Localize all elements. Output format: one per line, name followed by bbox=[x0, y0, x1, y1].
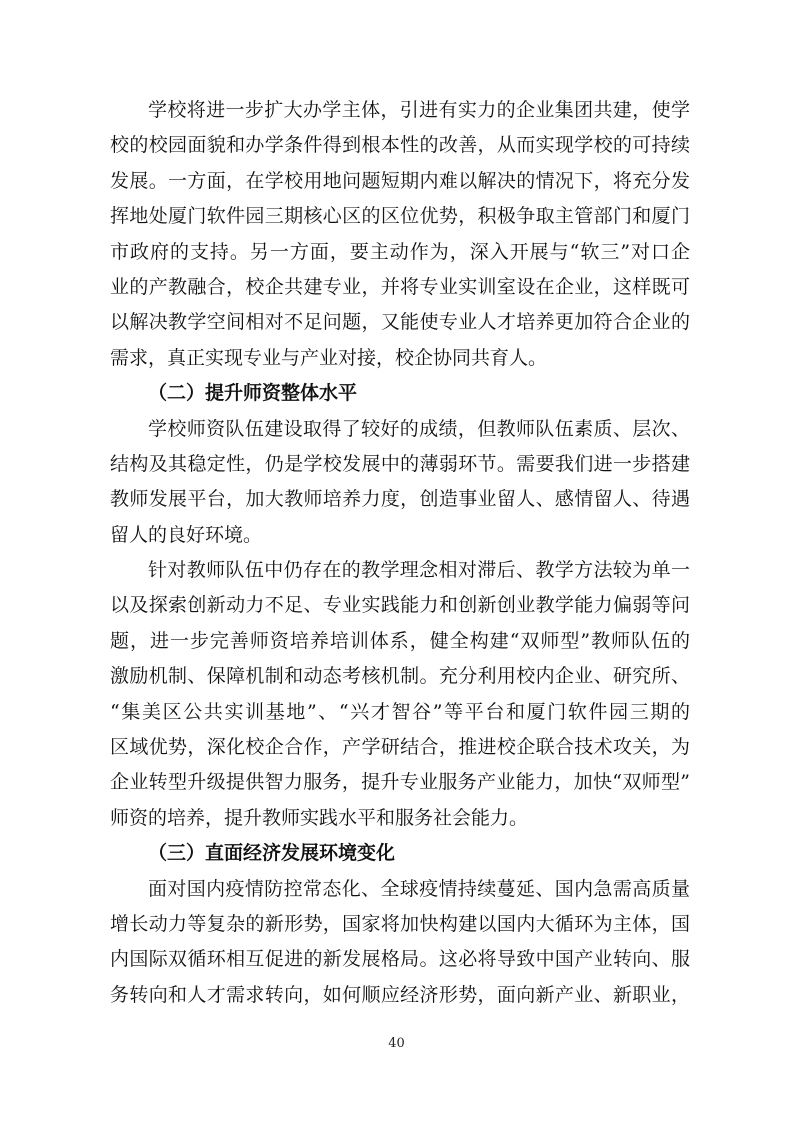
text-line: 留人的良好环境。 bbox=[110, 523, 263, 546]
text-line: 以及探索创新动力不足、专业实践能力和创新创业教学能力偏弱等问 bbox=[110, 594, 690, 617]
paragraph-4 bbox=[110, 872, 690, 1014]
text-line: 校的校园面貌和办学条件得到根本性的改善，从而实现学校的可持续 bbox=[110, 134, 690, 157]
text-line: 内国际双循环相互促进的新发展格局。这必将导致中国产业转向、服 bbox=[110, 948, 690, 971]
text-line: 务转向和人才需求转向，如何顺应经济形势，面向新产业、新职业， bbox=[110, 983, 690, 1006]
text-line: 区域优势，深化校企合作，产学研结合，推进校企联合技术攻关，为 bbox=[110, 736, 690, 759]
text-line: 面对国内疫情防控常态化、全球疫情持续蔓延、国内急需高质量 bbox=[148, 877, 690, 900]
text-line: 企业转型升级提供智力服务，提升专业服务产业能力，加快“双师型” bbox=[110, 771, 690, 794]
text-line: 业的产教融合，校企共建专业，并将专业实训室设在企业，这样既可 bbox=[110, 275, 690, 298]
section-heading: （三）直面经济发展环境变化 bbox=[148, 842, 396, 865]
text-line: “集美区公共实训基地”、“兴才智谷”等平台和厦门软件园三期的 bbox=[110, 700, 690, 723]
text-line: 激励机制、保障机制和动态考核机制。充分利用校内企业、研究所、 bbox=[110, 665, 690, 688]
page-number: 40 bbox=[388, 1036, 405, 1051]
text-line: 挥地处厦门软件园三期核心区的区位优势，积极争取主管部门和厦门 bbox=[110, 205, 690, 228]
text-line: 发展。一方面，在学校用地问题短期内难以解决的情况下，将充分发 bbox=[110, 169, 690, 192]
text-line: 学校将进一步扩大办学主体，引进有实力的企业集团共建，使学 bbox=[148, 99, 690, 121]
text-line: 结构及其稳定性，仍是学校发展中的薄弱环节。需要我们进一步搭建 bbox=[110, 452, 690, 475]
text-line: 以解决教学空间相对不足问题，又能使专业人才培养更加符合企业的 bbox=[110, 311, 690, 334]
text-line: 针对教师队伍中仍存在的教学理念相对滞后、教学方法较为单一 bbox=[148, 559, 690, 582]
section-heading: （二）提升师资整体水平 bbox=[148, 382, 358, 405]
paragraph-2 bbox=[110, 412, 690, 554]
text-line: 师资的培养，提升教师实践水平和服务社会能力。 bbox=[110, 806, 529, 829]
document-body bbox=[110, 93, 690, 1013]
paragraph-1 bbox=[110, 93, 690, 376]
paragraph-3 bbox=[110, 553, 690, 836]
text-line: 需求，真正实现专业与产业对接，校企协同共育人。 bbox=[110, 346, 548, 369]
text-line: 学校师资队伍建设取得了较好的成绩，但教师队伍素质、层次、 bbox=[148, 417, 690, 440]
text-line: 题，进一步完善师资培养培训体系，健全构建“双师型”教师队伍的 bbox=[110, 629, 690, 652]
text-line: 教师发展平台，加大教师培养力度，创造事业留人、感情留人、待遇 bbox=[110, 488, 690, 511]
text-line: 增长动力等复杂的新形势，国家将加快构建以国内大循环为主体，国 bbox=[110, 912, 690, 935]
text-line: 市政府的支持。另一方面，要主动作为，深入开展与“软三”对口企 bbox=[110, 240, 690, 263]
